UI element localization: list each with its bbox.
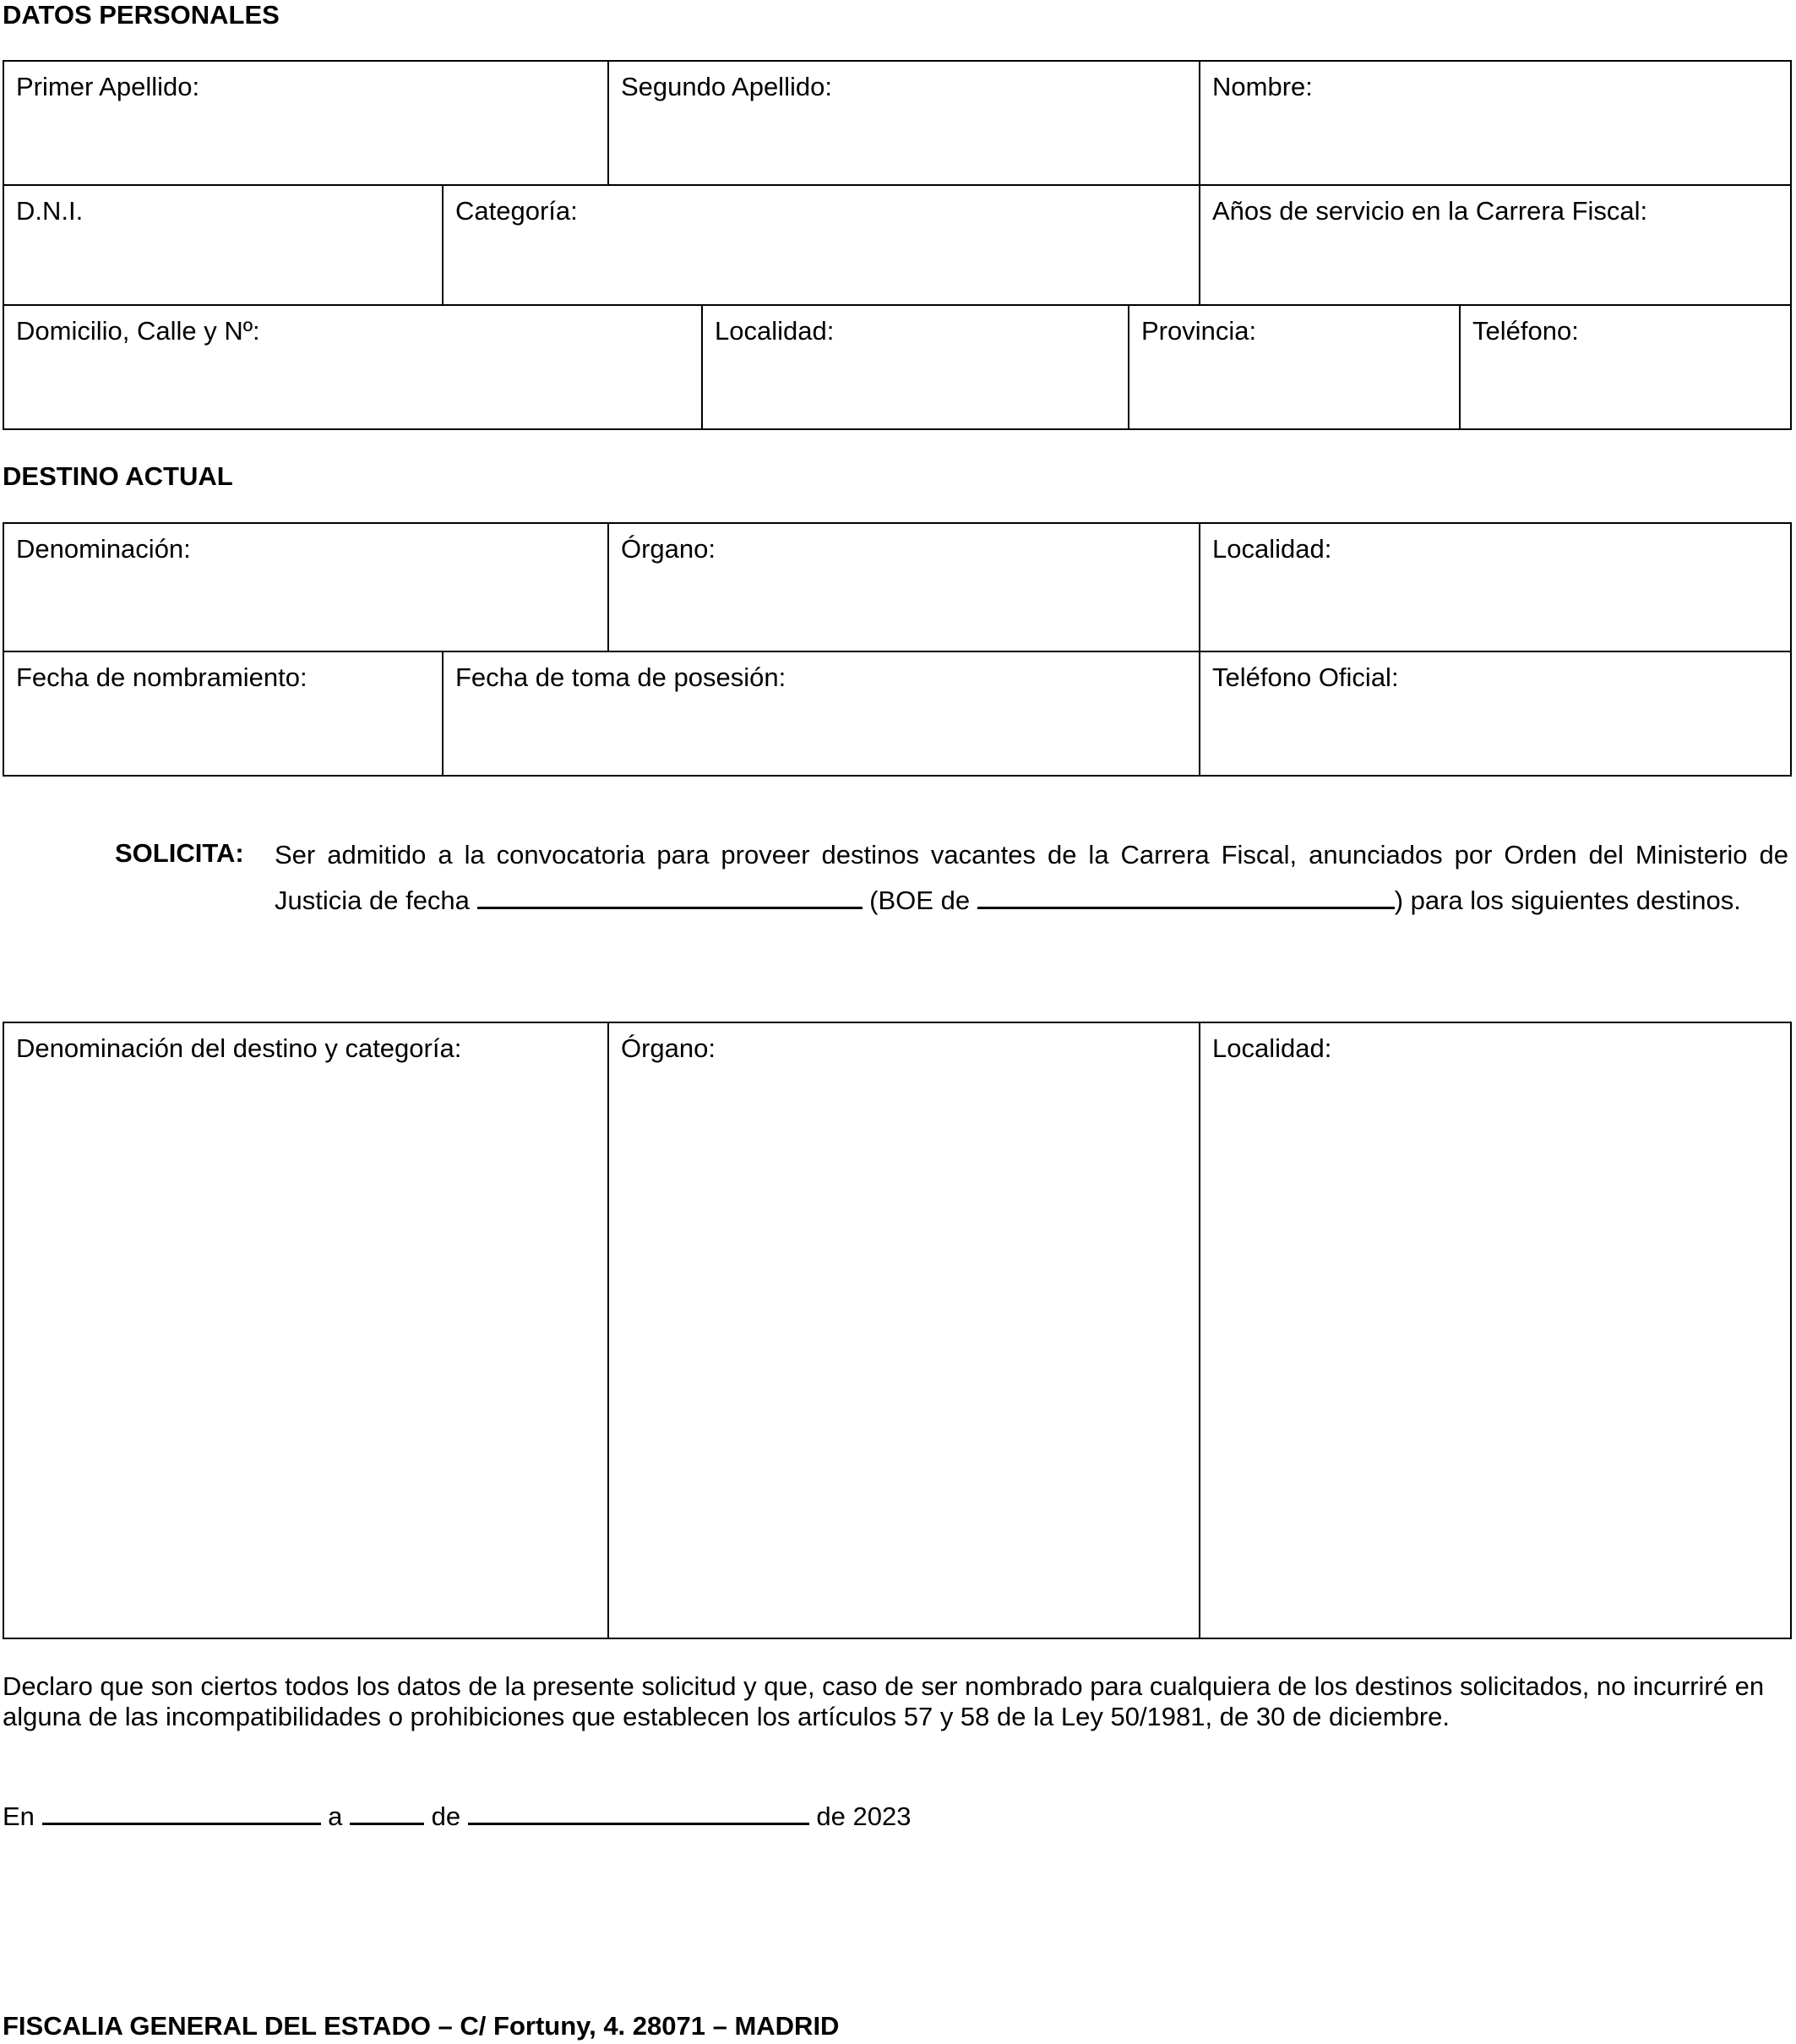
localidad-personal-field[interactable] [701,304,1129,430]
provincia-label: Provincia: [1141,316,1257,346]
firma-line [3,1797,911,1832]
destino-organo-label: Órgano: [621,1033,716,1063]
anos-servicio-label: Años de servicio en la Carrera Fiscal: [1212,196,1648,226]
nombre-label: Nombre: [1212,72,1313,101]
provincia-field[interactable] [1128,304,1461,430]
localidad-personal-label: Localidad: [715,316,835,346]
domicilio-field[interactable] [3,304,703,430]
telefono-field[interactable] [1459,304,1792,430]
destino-denominacion-label: Denominación del destino y categoría: [16,1033,462,1063]
telefono-label: Teléfono: [1472,316,1579,346]
solicita-paragraph [275,832,1788,924]
firma-de-label: de [431,1801,461,1831]
fecha-toma-posesion-field[interactable] [442,651,1200,777]
domicilio-label: Domicilio, Calle y Nº: [16,316,260,346]
denominacion-label: Denominación: [16,534,191,564]
lugar-blank[interactable] [42,1797,321,1825]
destino-localidad-column[interactable] [1199,1022,1792,1639]
declaracion-paragraph: Declaro que son ciertos todos los datos de la presente solicitud y que, caso de ser nombrado para cualquiera de los destinos solicitados, no incurriré en alguna de las incompatibilidades o prohibiciones que establecen los artículos 57 y 58 de la Ley 50/1981, de 30 de diciembre. [3,1671,1765,1731]
solicita-text-2: (BOE de [869,886,971,915]
fecha-nombramiento-label: Fecha de nombramiento: [16,662,307,692]
fecha-nombramiento-field[interactable] [3,651,444,777]
telefono-oficial-field[interactable] [1199,651,1792,777]
destino-organo-column[interactable] [607,1022,1200,1639]
dia-blank[interactable] [350,1797,424,1825]
datos-personales-heading: DATOS PERSONALES [3,0,280,30]
footer-address: FISCALIA GENERAL DEL ESTADO – C/ Fortuny, 4. 28071 – MADRID [3,2011,840,2041]
destino-actual-heading: DESTINO ACTUAL [3,461,233,491]
solicita-text-1: Ser admitido a la convocatoria para proveer destinos vacantes de la Carrera Fiscal, anunciados por Orden del Ministerio de Justicia de fecha [275,840,1788,915]
primer-apellido-label: Primer Apellido: [16,72,200,101]
organo-actual-field[interactable] [607,522,1200,652]
segundo-apellido-field[interactable] [607,60,1200,186]
destino-denominacion-column[interactable] [3,1022,609,1639]
categoria-field[interactable] [442,184,1200,306]
solicita-text-3: ) para los siguientes destinos. [1394,886,1741,915]
dni-field[interactable] [3,184,444,306]
localidad-actual-label: Localidad: [1212,534,1332,564]
firma-en-label: En [3,1801,35,1831]
telefono-oficial-label: Teléfono Oficial: [1212,662,1399,692]
anos-servicio-field[interactable] [1199,184,1792,306]
firma-a-label: a [328,1801,343,1831]
denominacion-field[interactable] [3,522,609,652]
organo-actual-label: Órgano: [621,534,716,564]
nombre-field[interactable] [1199,60,1792,186]
primer-apellido-field[interactable] [3,60,609,186]
destino-localidad-label: Localidad: [1212,1033,1332,1063]
localidad-actual-field[interactable] [1199,522,1792,652]
mes-blank[interactable] [468,1797,809,1825]
segundo-apellido-label: Segundo Apellido: [621,72,832,101]
firma-de-year-label: de 2023 [816,1801,912,1831]
boe-fecha-blank[interactable] [977,881,1395,909]
fecha-orden-blank[interactable] [477,881,863,909]
solicita-label: SOLICITA: [115,838,244,868]
dni-label: D.N.I. [16,196,84,226]
fecha-toma-posesion-label: Fecha de toma de posesión: [455,662,786,692]
categoria-label: Categoría: [455,196,578,226]
